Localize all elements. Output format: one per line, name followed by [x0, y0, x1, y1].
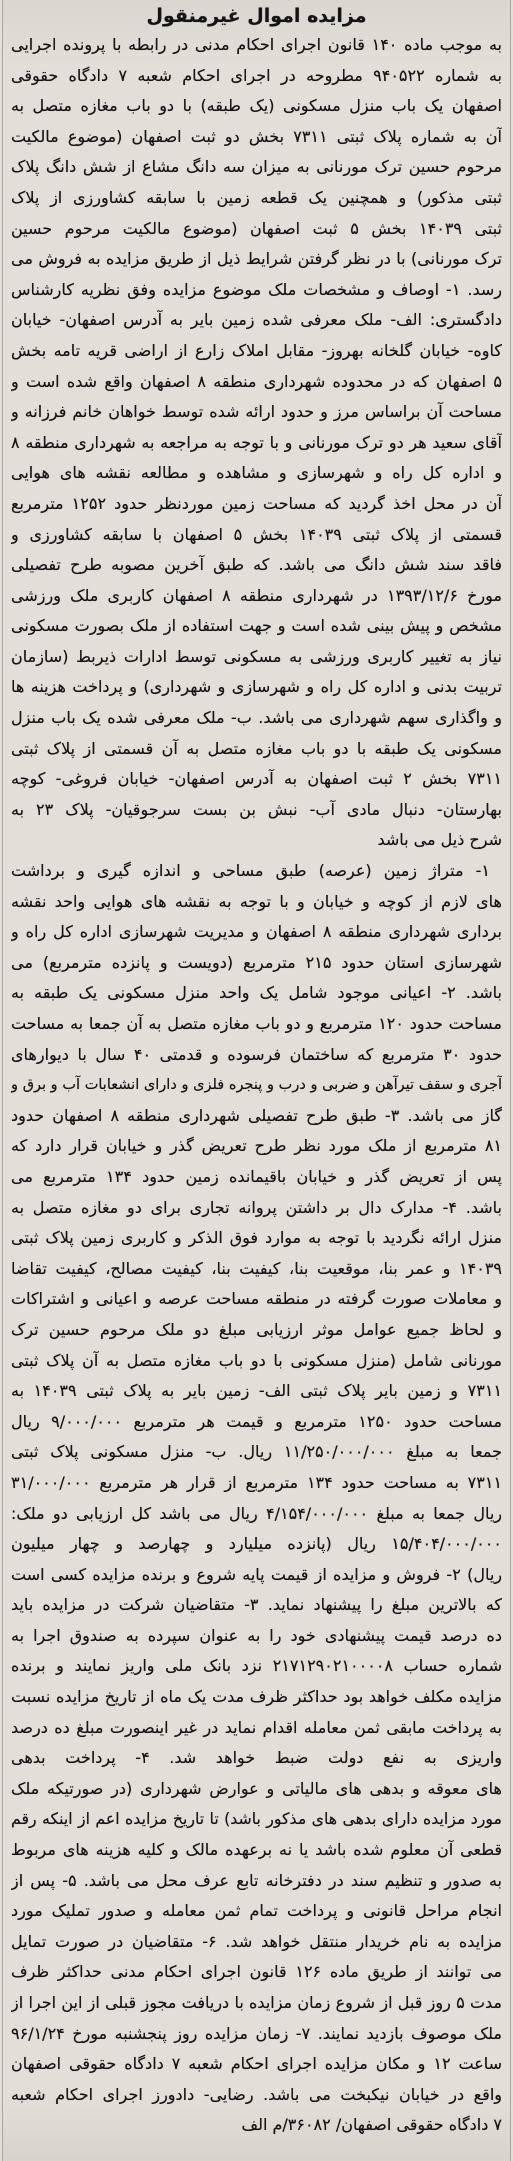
text-line: رسد. ۱- اوصاف و مشخصات ملک موضوع مزایده وفق نظریه کارشناس [11, 279, 502, 299]
text-line: مرحوم حسین ترک مورنانی به میزان سه دانگ مشاع از شش دانگ پلاک [11, 157, 502, 177]
text-line: مورنانی شامل (منزل مسکونی با دو باب مغازه متصل به آن پلاک ثبتی [11, 1350, 502, 1370]
text-line: های معوقه و بدهی های مالیاتی و عوارض شهرداری (در صورتیکه ملک [11, 1778, 502, 1798]
text-line: شهرسازی استان حدود ۲۱۵ مترمربع (دویست و پانزده مترمربع) می [11, 952, 502, 972]
text-line: آجری و سقف تیرآهن و ضربی و درب و پنجره فلزی و دارای انشعابات آب و برق و [11, 1077, 502, 1094]
text-line: ریال جمعا به مبلغ ۴/۱۵۴/۰۰۰/۰۰۰ ریال می باشد کل ارزیابی دو ملک: [11, 1503, 502, 1523]
text-line: دادگستری: الف- ملک معرفی شده زمین بایر به آدرس اصفهان- خیابان [11, 310, 502, 330]
text-line: نیاز به تغییر کاربری ورزشی به مسکونی توسط ادارات ذیربط (سازمان [11, 646, 502, 666]
text-line: ثبتی ۱۴۰۳۹ بخش ۵ ثبت اصفهان (موضوع مالکیت مرحوم حسین [11, 218, 502, 238]
text-line: مساحت حدود ۱۲۵۰ مترمربع و قیمت هر مترمربع ۹/۰۰۰/۰۰۰ ریال [11, 1411, 502, 1431]
text-line: ریال) ۲- فروش و مزایده از قیمت پایه شروع و برنده مزایده کسی است [11, 1564, 502, 1584]
text-line: قطعی آن معلوم شده باشد یا نه برعهده مالک و کلیه هزینه های مربوط [11, 1840, 502, 1860]
text-line: ساعت ۱۲ و مکان مزایده اجرای احکام شعبه ۷ دادگاه حقوقی اصفهان [11, 2054, 502, 2074]
text-line: می توانند از طریق ماده ۱۲۶ قانون اجرای احکام مدنی حداکثر ظرف [11, 1962, 502, 1982]
text-line: اصفهان یک باب منزل مسکونی (یک طبقه) با دو باب مغازه متصل به [11, 96, 502, 116]
notice-title: مزایده اموال غیرمنقول [146, 5, 367, 27]
text-line: کاوه- خیابان گلخانه بهروز- مقابل املاک زارع از اراضی قریه تامه بخش [11, 340, 502, 360]
text-line: و واگذاری سهم شهرداری می باشد. ب- ملک معرفی شده یک باب منزل [11, 708, 502, 728]
notice-body [11, 30, 502, 2141]
text-line: برداری شهرداری منطقه ۸ اصفهان و مدیریت شهرسازی اداره کل راه و [11, 922, 502, 942]
text-line: های لازم از کوچه و خیابان و با توجه به نقشه های هوایی واحد نقشه [11, 891, 502, 911]
text-line: پس از تعریض گذر و خیابان باقیمانده زمین حدود ۱۳۴ مترمربع می [11, 1166, 502, 1186]
text-line: شرح ذیل می باشد [377, 830, 502, 850]
text-line: مزایده مکلف خواهد بود حداکثر ظرف مدت یک ماه از تاریخ مزایده نسبت [11, 1687, 502, 1707]
text-line: بهارستان- دنبال مادی آب- نبش بن بست سرجوقیان- پلاک ۲۳ به [11, 799, 502, 819]
text-line: باشد. ۲- اعیانی موجود شامل یک واحد منزل مسکونی یک طبقه به [11, 983, 502, 1003]
text-line: ۷۳۱۱ بخش ۲ ثبت اصفهان به آدرس اصفهان- خیابان فروغی- کوچه [11, 769, 502, 789]
text-line: گاز می باشد. ۳- طبق طرح تفصیلی شهرداری منطقه ۸ اصفهان حدود [11, 1105, 502, 1125]
text-line: به صدور و تنظیم سند در دفترخانه تابع عرف محل می باشد. ۵- پس از [11, 1870, 502, 1890]
text-line: آن در محل اخذ گردید که مساحت زمین موردنظر حدود ۱۲۵۲ مترمربع [11, 493, 502, 513]
text-line: مورد مزایده دارای بدهی های مذکور باشد) تا تاریخ مزایده اعم از اینکه رقم [11, 1809, 502, 1829]
text-line: تربیت بدنی و اداره کل راه و شهرسازی و شهرداری) و پرداخت هزینه ها [11, 677, 502, 697]
text-line: و معاملات صورت گرفته در منطقه مساحت عرصه و اعیانی و اشتراکات [11, 1289, 502, 1309]
text-line: ۱۵/۴۰۴/۰۰۰/۰۰۰ ریال (پانزده میلیارد و چهارصد و چهار میلیون [11, 1534, 502, 1554]
text-line: آقای سعید هر دو ترک مورنانی و با توجه به مراجعه به شهرداری منطقه ۸ [11, 432, 502, 452]
text-line: ۱- متراژ زمین (عرصه) طبق مساحی و اندازه گیری و برداشت [11, 861, 490, 881]
text-line: به پرداخت مابقی ثمن معامله اقدام نماید در غیر اینصورت مبلغ ده درصد [11, 1717, 502, 1737]
text-line: مساحت حدود ۱۲۰ مترمربع و دو باب مغازه متصل به آن جمعا به مساحت [11, 1014, 502, 1033]
text-line: آن به شماره پلاک ثبتی ۷۳۱۱ بخش دو ثبت اصفهان (موضوع مالکیت [11, 126, 502, 146]
text-line: ۷۳۱۱ به مساحت حدود ۱۳۴ مترمربع از قرار هر مترمربع ۳۱/۰۰۰/۰۰۰ [11, 1472, 502, 1492]
paragraph [11, 856, 502, 2141]
text-line: مشخص و پیش بینی شده است و جهت استفاده از ملک بصورت مسکونی [11, 616, 502, 636]
text-line: مدت ۵ روز قبل از شروع زمان مزایده با دریافت مجوز قبلی از این اجرا از [11, 1993, 502, 2012]
text-line: و اداره کل راه و شهرسازی و مشاهده و مطالعه نقشه های هوایی [11, 463, 502, 483]
text-line: شماره حساب ۲۱۷۱۲۹۰۲۱۰۰۰۰۸ نزد بانک ملی واریز نمایند و برنده [11, 1656, 502, 1676]
text-line: به شماره ۹۴۰۵۲۲ مطروحه در اجرای احکام شعبه ۷ دادگاه حقوقی [11, 65, 502, 85]
text-line: ثبتی مذکور) و همچنین یک قطعه زمین با سابقه کشاورزی از پلاک [11, 187, 502, 207]
text-line: ۷۳۱۱ و زمین بایر پلاک ثبتی الف- زمین بایر به پلاک ثبتی ۱۴۰۳۹ به [11, 1381, 502, 1401]
text-line: ۸۱ مترمربع از ملک مورد نظر طرح تعریض گذر و خیابان قرار دارد که [11, 1136, 502, 1156]
text-line: ملک موصوف بازدید نمایند. ۷- زمان مزایده روز پنجشنبه مورخ ۹۶/۱/۲۴ [11, 2023, 502, 2043]
paragraph [11, 30, 502, 856]
text-line: واقع در خیابان نیکبخت می باشد. رضایی- دادورز اجرای احکام شعبه [11, 2084, 502, 2104]
newspaper-clipping [2, 0, 511, 2161]
text-line: انجام مراحل قانونی و پرداخت تمام ثمن معامله و صدور تملیک مورد [11, 1901, 502, 1921]
text-line: باشد. ۴- مدارک دال بر داشتن پروانه تجاری برای دو مغازه متصل به [11, 1197, 502, 1217]
text-line: مساحت آن براساس مرز و حدود ارائه شده توسط خواهان خانم فرزانه و [11, 402, 502, 422]
text-line: به موجب ماده ۱۴۰ قانون اجرای احکام مدنی در رابطه با پرونده اجرایی [11, 35, 502, 54]
text-line: ده درصد قیمت پیشنهادی خود را به عنوان سپرده به صندوق اجرا به [11, 1625, 502, 1645]
text-line: ترک مورنانی) با در نظر گرفتن شرایط ذیل از طریق مزایده به فروش می [11, 249, 502, 269]
text-line: و لحاظ جمیع عوامل موثر ارزیابی مبلغ دو ملک مرحوم حسین ترک [11, 1319, 502, 1339]
text-line: مورخ ۱۳۹۳/۱۲/۶ در شهرداری منطقه ۸ اصفهان کاربری ملک ورزشی [11, 585, 502, 605]
text-line: حدود ۳۰ مترمربع که ساختمان فرسوده و قدمتی ۴۰ سال با دیوارهای [11, 1044, 502, 1064]
text-line: واریزی به نفع دولت ضبط خواهد شد. ۴- پرداخت بدهی [11, 1748, 502, 1768]
text-line: که بالاترین مبلغ را پیشنهاد نماید. ۳- متقاضیان شرکت در مزایده باید [11, 1595, 502, 1615]
text-line: فاقد سند شش دانگ می باشد. که طبق آخرین مصوبه طرح تفصیلی [11, 555, 502, 575]
text-line: مزایده به نام خریدار منتقل خواهد شد. ۶- متقاضیان در صورت تمایل [11, 1931, 502, 1951]
text-line: مسکونی یک طبقه با دو باب مغازه متصل به آن قسمتی از پلاک ثبتی [11, 738, 502, 758]
text-line: جمعا به مبلغ ۱۱/۲۵۰/۰۰۰/۰۰۰ ریال. ب- منزل مسکونی پلاک ثبتی [11, 1442, 502, 1462]
text-line: قسمتی از پلاک ثبتی ۱۴۰۳۹ بخش ۵ اصفهان با سابقه کشاورزی و [11, 524, 502, 544]
text-line: ۱۴۰۳۹ و عمر بنا، موقعیت بنا، کیفیت بنا، کیفیت مصالح، کیفیت تقاضا [11, 1258, 502, 1278]
text-line: منزل ارائه نگردید با توجه به موارد فوق الذکر و کاربری زمین پلاک ثبتی [11, 1228, 502, 1248]
text-line: ۷ دادگاه حقوقی اصفهان/ ۳۶۰۸۲/م الف [241, 2115, 502, 2135]
text-line: ۵ اصفهان که در محدوده شهرداری منطقه ۸ اصفهان واقع شده است و [11, 371, 502, 391]
